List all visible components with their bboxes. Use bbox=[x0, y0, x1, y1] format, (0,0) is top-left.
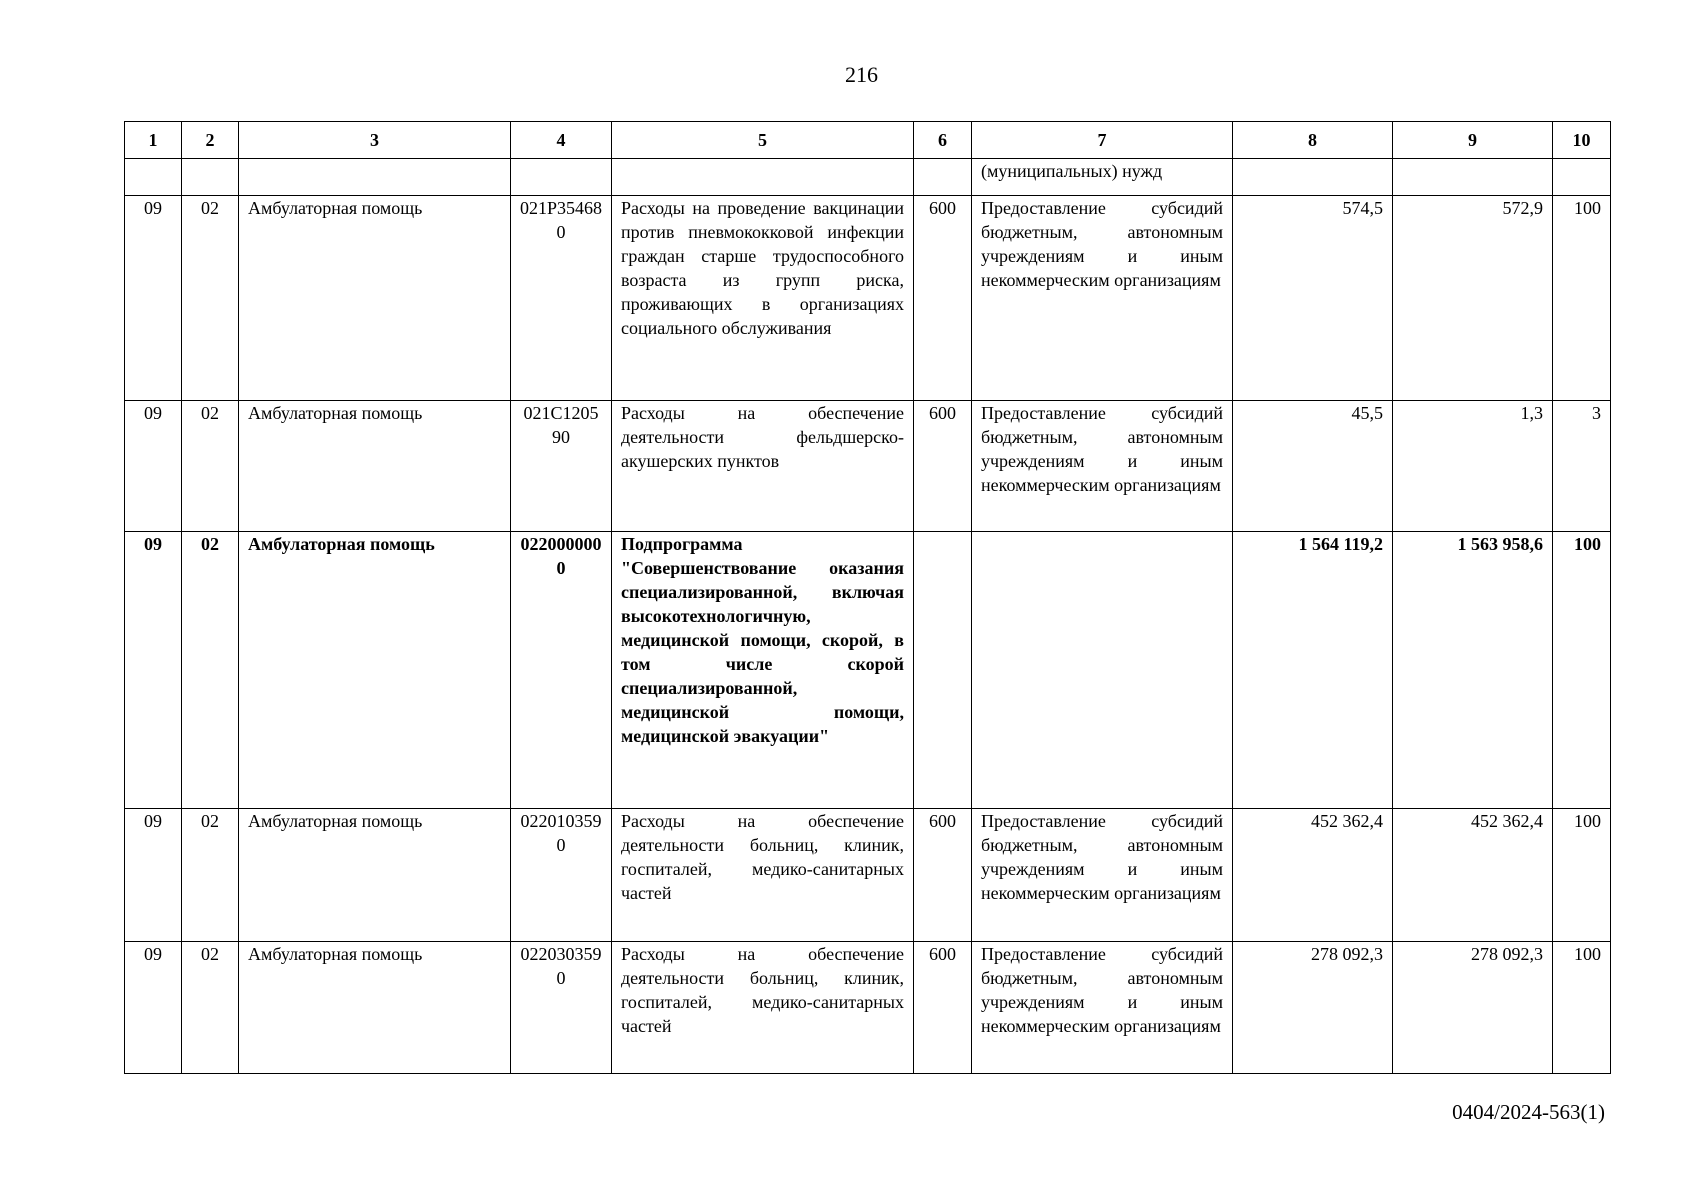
actual-amount: 452 362,4 bbox=[1393, 809, 1553, 942]
document-code: 0404/2024-563(1) bbox=[1452, 1100, 1605, 1124]
page-number: 216 bbox=[845, 62, 878, 87]
continuation-cell: (муниципальных) нужд bbox=[972, 159, 1233, 196]
header-cell: 9 bbox=[1393, 122, 1553, 159]
expense-type-code: 600 bbox=[914, 401, 972, 532]
percent-executed: 100 bbox=[1553, 942, 1611, 1074]
table-row bbox=[125, 532, 1611, 809]
table-row bbox=[125, 809, 1611, 942]
planned-amount: 1 564 119,2 bbox=[1233, 532, 1393, 809]
header-cell: 8 bbox=[1233, 122, 1393, 159]
subsection-code: 02 bbox=[182, 942, 239, 1074]
section-code: 09 bbox=[125, 942, 182, 1074]
subsection-code: 02 bbox=[182, 532, 239, 809]
header-cell: 10 bbox=[1553, 122, 1611, 159]
header-cell: 6 bbox=[914, 122, 972, 159]
expense-description: Расходы на обеспечение деятельности больниц, клиник, госпиталей, медико-санитарных частей bbox=[612, 809, 914, 942]
expense-description: Расходы на обеспечение деятельности больниц, клиник, госпиталей, медико-санитарных частей bbox=[612, 942, 914, 1074]
actual-amount: 1,3 bbox=[1393, 401, 1553, 532]
expense-description: Расходы на проведение вакцинации против пневмококковой инфекции граждан старше трудоспособного возраста из групп риска, проживающих в организациях социального обслуживания bbox=[612, 196, 914, 401]
header-cell: 4 bbox=[511, 122, 612, 159]
section-code: 09 bbox=[125, 809, 182, 942]
expense-type-name: Предоставление субсидий бюджетным, автономным учреждениям и иным некоммерческим организациям bbox=[972, 809, 1233, 942]
subsection-code: 02 bbox=[182, 809, 239, 942]
target-article-code: 0220303590 bbox=[511, 942, 612, 1074]
budget-table bbox=[124, 121, 1611, 1074]
expense-description: Подпрограмма "Совершенствование оказания специализированной, включая высокотехнологичную, медицинской помощи, скорой, в том числе скорой специализированной, медицинской помощи, медицинской эвакуации" bbox=[612, 532, 914, 809]
percent-executed: 3 bbox=[1553, 401, 1611, 532]
section-name: Амбулаторная помощь bbox=[239, 401, 511, 532]
header-cell: 2 bbox=[182, 122, 239, 159]
planned-amount: 452 362,4 bbox=[1233, 809, 1393, 942]
expense-type-name: Предоставление субсидий бюджетным, автономным учреждениям и иным некоммерческим организациям bbox=[972, 196, 1233, 401]
section-code: 09 bbox=[125, 401, 182, 532]
expense-type-code: 600 bbox=[914, 809, 972, 942]
table-row bbox=[125, 942, 1611, 1074]
planned-amount: 278 092,3 bbox=[1233, 942, 1393, 1074]
expense-type-name: Предоставление субсидий бюджетным, автономным учреждениям и иным некоммерческим организациям bbox=[972, 942, 1233, 1074]
section-name: Амбулаторная помощь bbox=[239, 532, 511, 809]
section-name: Амбулаторная помощь bbox=[239, 196, 511, 401]
table-header-row bbox=[125, 122, 1611, 159]
section-name: Амбулаторная помощь bbox=[239, 809, 511, 942]
subsection-code: 02 bbox=[182, 196, 239, 401]
table-row bbox=[125, 196, 1611, 401]
expense-type-code: 600 bbox=[914, 942, 972, 1074]
actual-amount: 278 092,3 bbox=[1393, 942, 1553, 1074]
expense-type-code: 600 bbox=[914, 196, 972, 401]
percent-executed: 100 bbox=[1553, 196, 1611, 401]
expense-description: Расходы на обеспечение деятельности фельдшерско-акушерских пунктов bbox=[612, 401, 914, 532]
target-article-code: 0220000000 bbox=[511, 532, 612, 809]
target-article-code: 021Р354680 bbox=[511, 196, 612, 401]
planned-amount: 45,5 bbox=[1233, 401, 1393, 532]
expense-type-name bbox=[972, 532, 1233, 809]
planned-amount: 574,5 bbox=[1233, 196, 1393, 401]
header-cell: 7 bbox=[972, 122, 1233, 159]
target-article-code: 021С120590 bbox=[511, 401, 612, 532]
header-cell: 1 bbox=[125, 122, 182, 159]
section-code: 09 bbox=[125, 196, 182, 401]
expense-type-code bbox=[914, 532, 972, 809]
continuation-row bbox=[125, 159, 1611, 196]
section-code: 09 bbox=[125, 532, 182, 809]
actual-amount: 1 563 958,6 bbox=[1393, 532, 1553, 809]
percent-executed: 100 bbox=[1553, 809, 1611, 942]
header-cell: 5 bbox=[612, 122, 914, 159]
section-name: Амбулаторная помощь bbox=[239, 942, 511, 1074]
expense-type-name: Предоставление субсидий бюджетным, автономным учреждениям и иным некоммерческим организациям bbox=[972, 401, 1233, 532]
subsection-code: 02 bbox=[182, 401, 239, 532]
percent-executed: 100 bbox=[1553, 532, 1611, 809]
header-cell: 3 bbox=[239, 122, 511, 159]
actual-amount: 572,9 bbox=[1393, 196, 1553, 401]
table-row bbox=[125, 401, 1611, 532]
target-article-code: 0220103590 bbox=[511, 809, 612, 942]
